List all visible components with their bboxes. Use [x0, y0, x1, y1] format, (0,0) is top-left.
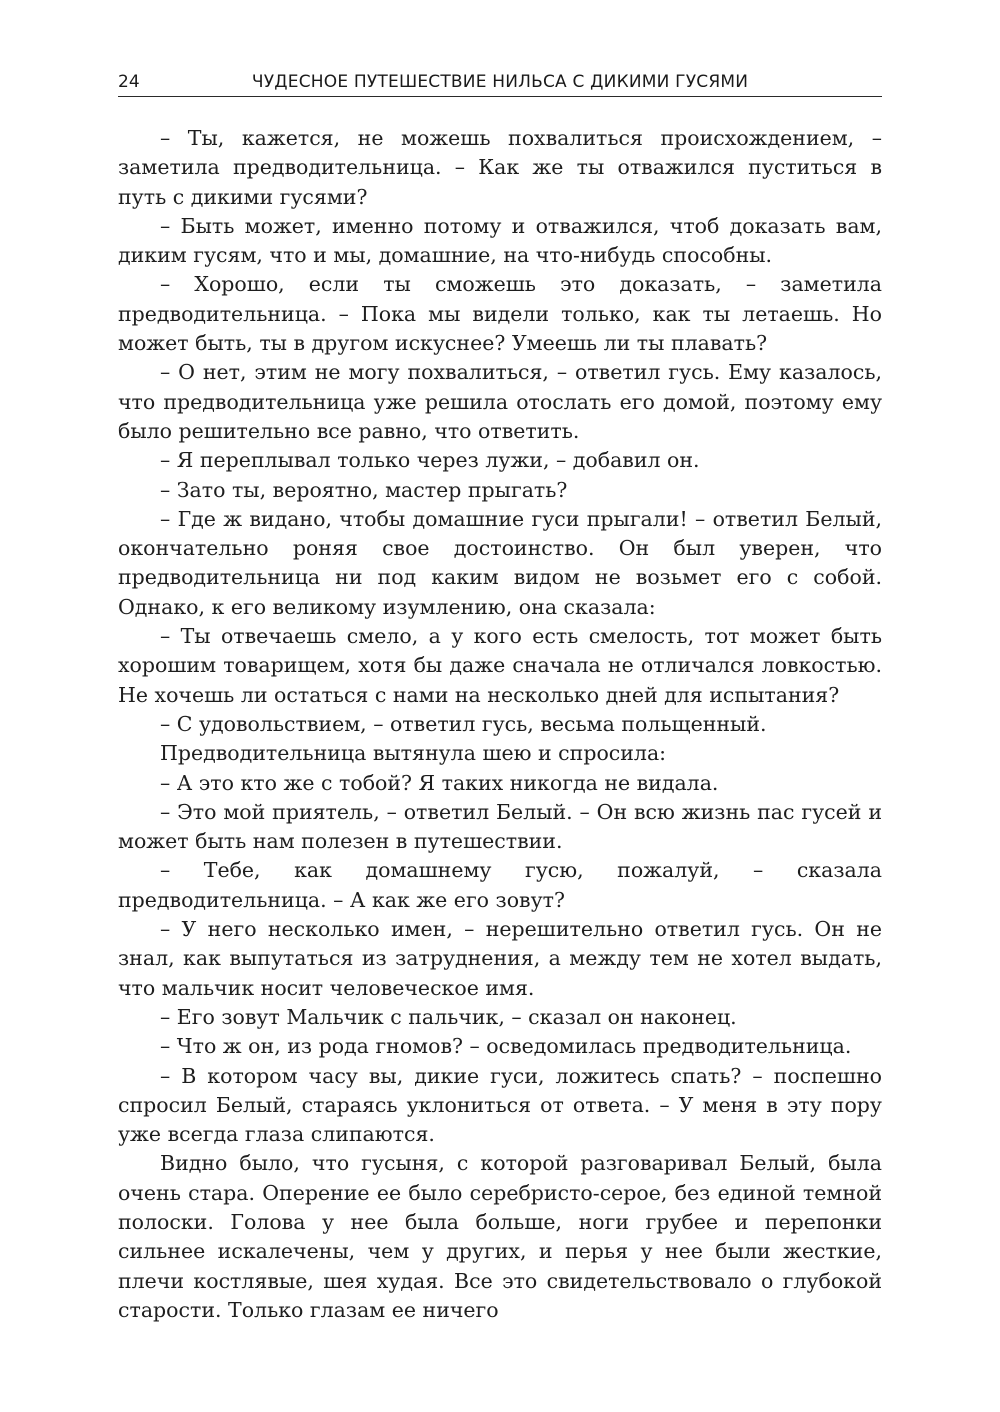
- paragraph: – Ты, кажется, не можешь похвалиться происхождением, – заметила предводительница. – Как же ты отважился пуститься в путь с дикими гусями?: [118, 126, 882, 209]
- running-header: [118, 70, 882, 97]
- paragraph: Видно было, что гусыня, с которой разговаривал Белый, была очень стара. Оперение ее было серебристо-серое, без единой темной полоски. Голова у нее была больше, ноги грубее и перепонки сильнее искалечены, чем у других, и перья у нее были жесткие, плечи костлявые, шея худая. Все это свидетельствовало о глубокой старости. Только глазам ее ничего: [118, 1151, 882, 1322]
- paragraph: Предводительница вытянула шею и спросила:: [160, 741, 667, 766]
- paragraph: – О нет, этим не могу похвалиться, – ответил гусь. Ему казалось, что предводительница уже решила отослать его домой, поэтому ему было решительно все равно, что ответить.: [118, 360, 882, 443]
- paragraph: – Что ж он, из рода гномов? – осведомилась предводительница.: [160, 1034, 852, 1059]
- paragraph: – Где ж видано, чтобы домашние гуси прыгали! – ответил Белый, окончательно роняя свое достоинство. Он был уверен, что предводительница ни под каким видом не возьмет его с собой. Однако, к его великому изумлению, она сказала:: [118, 506, 882, 619]
- paragraph: – Ты отвечаешь смело, а у кого есть смелость, тот может быть хорошим товарищем, хотя бы даже сначала не отличался ловкостью. Не хочешь ли остаться с нами на несколько дней для испытания?: [118, 624, 882, 707]
- paragraph: – У него несколько имен, – нерешительно ответил гусь. Он не знал, как выпутаться из затруднения, а между тем не хотел выдать, что мальчик носит человеческое имя.: [118, 917, 882, 1000]
- paragraph: – Хорошо, если ты сможешь это доказать, – заметила предводительница. – Пока мы видели только, как ты летаешь. Но может быть, ты в другом искуснее? Умеешь ли ты плавать?: [118, 272, 882, 356]
- paragraph: – А это кто же с тобой? Я таких никогда не видала.: [160, 770, 719, 795]
- paragraph: – Это мой приятель, – ответил Белый. – Он всю жизнь пас гусей и может быть нам полезен в путешествии.: [118, 799, 882, 854]
- page-number: 24: [118, 72, 140, 92]
- paragraph: – С удовольствием, – ответил гусь, весьма польщенный.: [160, 711, 767, 736]
- body-text: [118, 124, 882, 1325]
- paragraph: – Быть может, именно потому и отважился, чтоб доказать вам, диким гусям, что и мы, домашние, на что-нибудь способны.: [118, 213, 882, 268]
- paragraph: – Я переплывал только через лужи, – добавил он.: [160, 448, 700, 473]
- paragraph: – Зато ты, вероятно, мастер прыгать?: [160, 477, 568, 502]
- paragraph: – Тебе, как домашнему гусю, пожалуй, – сказала предводительница. – А как же его зовут?: [118, 858, 882, 912]
- running-title: ЧУДЕСНОЕ ПУТЕШЕСТВИЕ НИЛЬСА С ДИКИМИ ГУСЯМИ: [251, 72, 749, 92]
- paragraph: – В котором часу вы, дикие гуси, ложитесь спать? – поспешно спросил Белый, стараясь уклониться от ответа. – У меня в эту пору уже всегда глаза слипаются.: [118, 1063, 882, 1147]
- paragraph: – Его зовут Мальчик с пальчик, – сказал он наконец.: [160, 1004, 737, 1029]
